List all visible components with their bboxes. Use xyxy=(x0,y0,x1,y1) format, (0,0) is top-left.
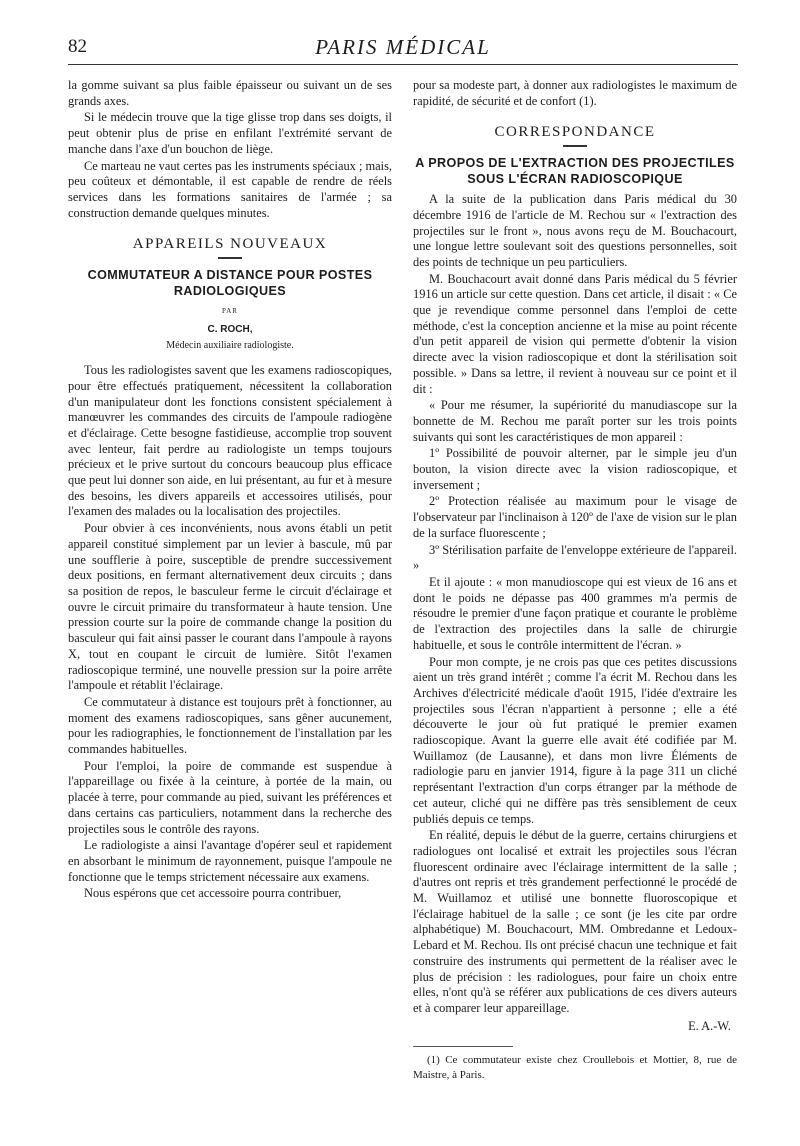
footnote-divider xyxy=(413,1046,513,1047)
signature: E. A.-W. xyxy=(688,1018,731,1033)
paragraph: Ce marteau ne vaut certes pas les instruments spéciaux ; mais, peu coûteux et démontable, il est capable de rendre de réels services dans les formations sanitaires de l'armée ; sa construction demande quelques minutes. xyxy=(68,158,392,220)
section-divider xyxy=(218,257,242,259)
paragraph: Pour l'emploi, la poire de commande est suspendue à l'appareillage ou fixée à la ceinture, à portée de la main, ou placée à terre, pour commande au pied, suivant les préférences et dans certains cas particuliers, notamment dans la recherche des projectiles sous le contrôle des rayons. xyxy=(68,758,392,836)
paragraph: Le radiologiste a ainsi l'avantage d'opérer seul et rapidement en absorbant le minimum de rayonnement, puisque l'ampoule ne fonctionne que le temps strictement nécessaire aux examens. xyxy=(68,838,392,884)
section-heading: CORRESPONDANCE xyxy=(494,124,656,141)
paragraph: pour sa modeste part, à donner aux radiologistes le maximum de rapidité, de sécurité et de confort (1). xyxy=(413,78,737,108)
paragraph: Et il ajoute : « mon manudioscope qui est vieux de 16 ans et dont le poids ne dépasse pas 400 grammes m'a permis de résoudre le premier d'une façon pratique et courante le problème de l'extraction des projectiles dans la salle de chirurgie habituelle, et sous le contrôle intermittent de l'écran. » xyxy=(413,574,737,652)
footnote: (1) Ce commutateur existe chez Croullebois et Mottier, 8, rue de Maistre, à Paris. xyxy=(413,1054,737,1081)
paragraph: M. Bouchacourt avait donné dans Paris médical du 5 février 1916 un article sur cette question. Dans cet article, il disait : « Ce que je revendique comme personnel dans l'emploi de cette méthode, c'est la conception ancienne et la mise au point récente d'un petit appareil de vision qui permette d'obtenir la vision directe avec la vision radioscopique et dont la stérilisation soit possible. » Dans sa lettre, il revient à nouveau sur ce point et il dit : xyxy=(413,271,737,396)
paragraph: la gomme suivant sa plus faible épaisseur ou suivant un de ses grands axes. xyxy=(68,78,392,108)
paragraph: Pour obvier à ces inconvénients, nous avons établi un petit appareil constitué simplement par un levier à bascule, mû par une soufflerie à poire, susceptible de prendre successivement deux positions, en fermant alternativement deux circuits ; dans sa position de repos, le basculeur ferme le circuit d'éclairage et ouvre le circuit primaire du transformateur à haute tension. Une pression courte sur la poire de commande change la position du basculeur qui fait ainsi passer le courant dans l'ampoule à rayons X, tout en coupant le circuit de lumière. Sitôt l'examen radioscopique terminé, une nouvelle pression sur la poire arrête l'ampoule et rétablit l'éclairage. xyxy=(68,521,392,693)
right-column xyxy=(413,78,737,1082)
left-column xyxy=(68,78,392,902)
article-title: COMMUTATEUR A DISTANCE POUR POSTES RADIOLOGIQUES xyxy=(87,268,373,299)
journal-title: PARIS MÉDICAL xyxy=(315,35,491,59)
byline-author: C. ROCH, xyxy=(207,323,253,335)
paragraph: 1º Possibilité de pouvoir alterner, par le simple jeu d'un bouton, la vision directe avec la vision radioscopique, et inversement ; xyxy=(413,446,737,492)
paragraph: Tous les radiologistes savent que les examens radioscopiques, pour être effectués pratiquement, nécessitent la collaboration d'un manipulateur dont les fonctions consistent spécialement à manœuvrer les commandes des circuits de l'ampoule radiogène et d'éclairage. Cette besogne fastidieuse, accomplie trop souvent avec lenteur, fait perdre au radiologiste un temps toujours précieux et le prive surtout du concours beaucoup plus efficace que peut lui donner son aide, en lui présentant, au fur et à mesure des besoins, les divers appareils et accessoires utilisés, pour l'examen des malades ou la localisation des projectiles. xyxy=(68,363,392,519)
article-title: A PROPOS DE L'EXTRACTION DES PROJECTILES SOUS L'ÉCRAN RADIOSCOPIQUE xyxy=(415,156,735,187)
page-number: 82 xyxy=(68,36,87,57)
paragraph: Nous espérons que cet accessoire pourra contribuer, xyxy=(84,886,342,901)
paragraph: Pour mon compte, je ne crois pas que ces petites discussions aient un très grand intérêt ; comme l'a écrit M. Rechou dans les Archives d'électricité médicale d'août 1915, l'idée d'extraire les projectiles sous l'écran n'appartient à personne ; elle a été découverte le jour où fut pratiqué le premier examen radioscopique. Avant la guerre elle avait été codifiée par M. Wuillamoz (de Lausanne), et dans mon livre Éléments de radiologie paru en janvier 1914, figure à la page 311 un cliché représentant l'extraction d'un corps étranger par la méthode de cet auteur, cliché qui ne diffère pas très sensiblement de ceux publiés depuis ce temps. xyxy=(413,654,737,826)
section-heading: APPAREILS NOUVEAUX xyxy=(132,236,328,253)
paragraph: A la suite de la publication dans Paris médical du 30 décembre 1916 de l'article de M. Rechou sur « l'extraction des projectiles sur le front », nous avons reçu de M. Bouchacourt, une longue lettre soulevant soit des questions personnelles, soit des points de technique un peu particuliers. xyxy=(413,192,737,269)
paragraph: « Pour me résumer, la supériorité du manudiascope sur la bonnette de M. Rechou me paraît porter sur les trois points suivants qui sont les caractéristiques de mon appareil : xyxy=(413,398,737,444)
byline-par: PAR xyxy=(222,307,238,316)
paragraph: Si le médecin trouve que la tige glisse trop dans ses doigts, il peut obtenir plus de prise en enfilant l'extrémité servant de manche dans l'axe d'un bouchon de liège. xyxy=(68,110,392,156)
paragraph: Ce commutateur à distance est toujours prêt à fonctionner, au moment des examens radioscopiques, sans gêner aucunement, pour les radiographies, le fonctionnement de l'installation par les commandes habituelles. xyxy=(68,694,392,757)
paragraph: 3º Stérilisation parfaite de l'enveloppe extérieure de l'appareil. » xyxy=(413,542,737,573)
section-divider xyxy=(563,145,587,147)
paragraph: 2º Protection réalisée au maximum pour le visage de l'observateur par l'inclinaison à 120º de l'axe de vision sur le plan de la surface fluorescente ; xyxy=(413,494,737,540)
byline-role: Médecin auxiliaire radiologiste. xyxy=(166,340,294,352)
paragraph: En réalité, depuis le début de la guerre, certains chirurgiens et radiologues ont localisé et extrait les projectiles sous l'écran fluorescent ordinaire avec l'éclairage intermittent de la salle ; d'autres ont repris et très grandement perfectionné le procédé de M. Wuillamoz et utilisé une bonnette fluoroscopique et l'éclairage habituel de la salle ; ce sont (je les cite par ordre alphabétique) M. Bouchacourt, MM. Ombredanne et Ledoux-Lebard et M. Rechou. Ils ont précisé chacun une technique et fait construire des instruments qui permettent de la réaliser avec le plus de précision : les radiologues, pour faire un choix entre elles, n'ont qu'à se référer aux publications de ces divers auteurs et à comparer leur appareillage. xyxy=(413,828,737,1015)
running-header xyxy=(68,30,738,65)
